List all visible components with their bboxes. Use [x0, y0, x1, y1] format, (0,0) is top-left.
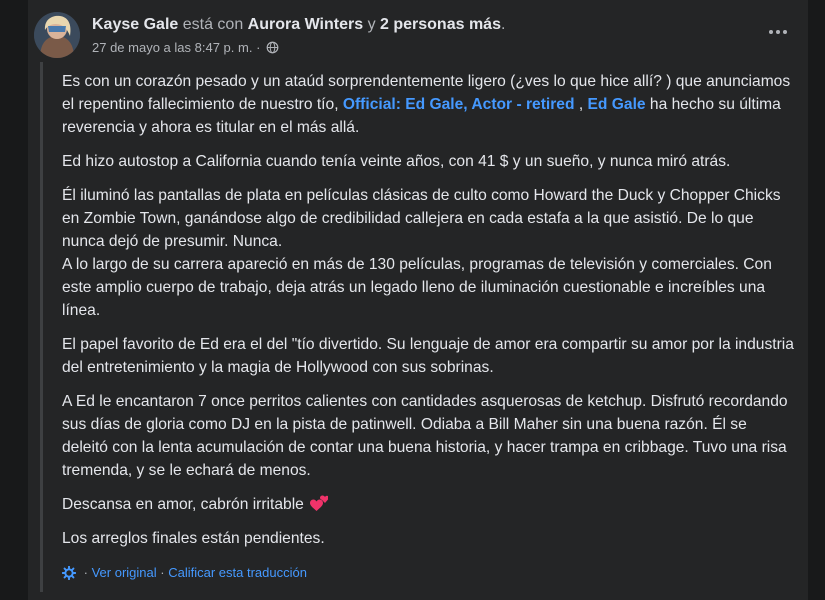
period: . — [500, 16, 506, 33]
translate-dot-1: · — [83, 565, 88, 580]
avatar-image — [34, 12, 80, 58]
paragraph-5: A Ed le encantaron 7 once perritos calientes con cantidades asquerosas de ketchup. Disfrutó recordando sus días de gloria como DJ en la pista de patinwell. Odiaba a Bill Maher sin una buena razón. Él se deleitó con la lenta acumulación de contar una buena historia, y hacer trampa en cribbage. Tuvo una risa tremenda, y se le echará de menos. — [62, 393, 788, 479]
and-text: y — [367, 16, 376, 33]
mention-ed-gale[interactable]: Ed Gale — [587, 96, 646, 113]
post-header — [34, 12, 804, 62]
with-text: está con — [182, 16, 244, 33]
post-body — [62, 70, 797, 584]
translate-dot-2: · — [160, 565, 165, 580]
timestamp[interactable]: 27 de mayo a las 8:47 p. m. — [92, 40, 253, 55]
paragraph-2: Ed hizo autostop a California cuando tenía veinte años, con 41 $ y un sueño, y nunca miró atrás. — [62, 153, 731, 170]
tagged-others[interactable]: 2 personas más — [380, 16, 501, 33]
author-name[interactable]: Kayse Gale — [92, 16, 179, 33]
view-original-link[interactable]: Ver original — [91, 565, 157, 580]
paragraph-4: El papel favorito de Ed era el del "tío divertido. Su lenguaje de amor era compartir su amor por la industria del entretenimiento y la magia de Hollywood con sus sobrinas. — [62, 336, 794, 376]
gear-icon — [62, 566, 76, 580]
meta-dot: · — [256, 40, 261, 55]
author-line — [92, 16, 505, 34]
tagged-person[interactable]: Aurora Winters — [247, 16, 364, 33]
translation-bar — [62, 561, 797, 584]
rate-translation-link[interactable]: Calificar esta traducción — [168, 565, 307, 580]
paragraph-1: Es con un corazón pesado y un ataúd sorprendentemente ligero (¿ves lo que hice allí? ) que anunciamos el repentino fallecimiento de nuestro tío, Official: Ed Gale, Actor - retired , Ed Gale ha hecho su última reverencia y ahora es titular en el más allá. — [62, 73, 791, 136]
mention-official-ed-gale[interactable]: Official: Ed Gale, Actor - retired — [342, 96, 575, 113]
more-options-icon[interactable] — [766, 22, 790, 42]
paragraph-3: Él iluminó las pantallas de plata en películas clásicas de culto como Howard the Duck y Chopper Chicks en Zombie Town, ganándose algo de credibilidad callejera en cada estafa a la que asistió. De lo que nunca dejó de presumir. Nunca. A lo largo de su carrera apareció en más de 130 películas, programas de televisión y comerciales. Con este amplio cuerpo de trabajo, deja atrás un legado lleno de iluminación cuestionable e increíbles una línea. — [62, 187, 781, 319]
globe-icon — [266, 41, 279, 54]
post-card — [28, 0, 808, 600]
avatar[interactable] — [34, 12, 80, 58]
post-meta — [92, 40, 279, 55]
paragraph-7: Los arreglos finales están pendientes. — [62, 530, 325, 547]
shared-post-divider — [40, 62, 43, 592]
paragraph-6: Descansa en amor, cabrón irritable — [62, 493, 797, 516]
two-hearts-icon — [308, 494, 328, 512]
